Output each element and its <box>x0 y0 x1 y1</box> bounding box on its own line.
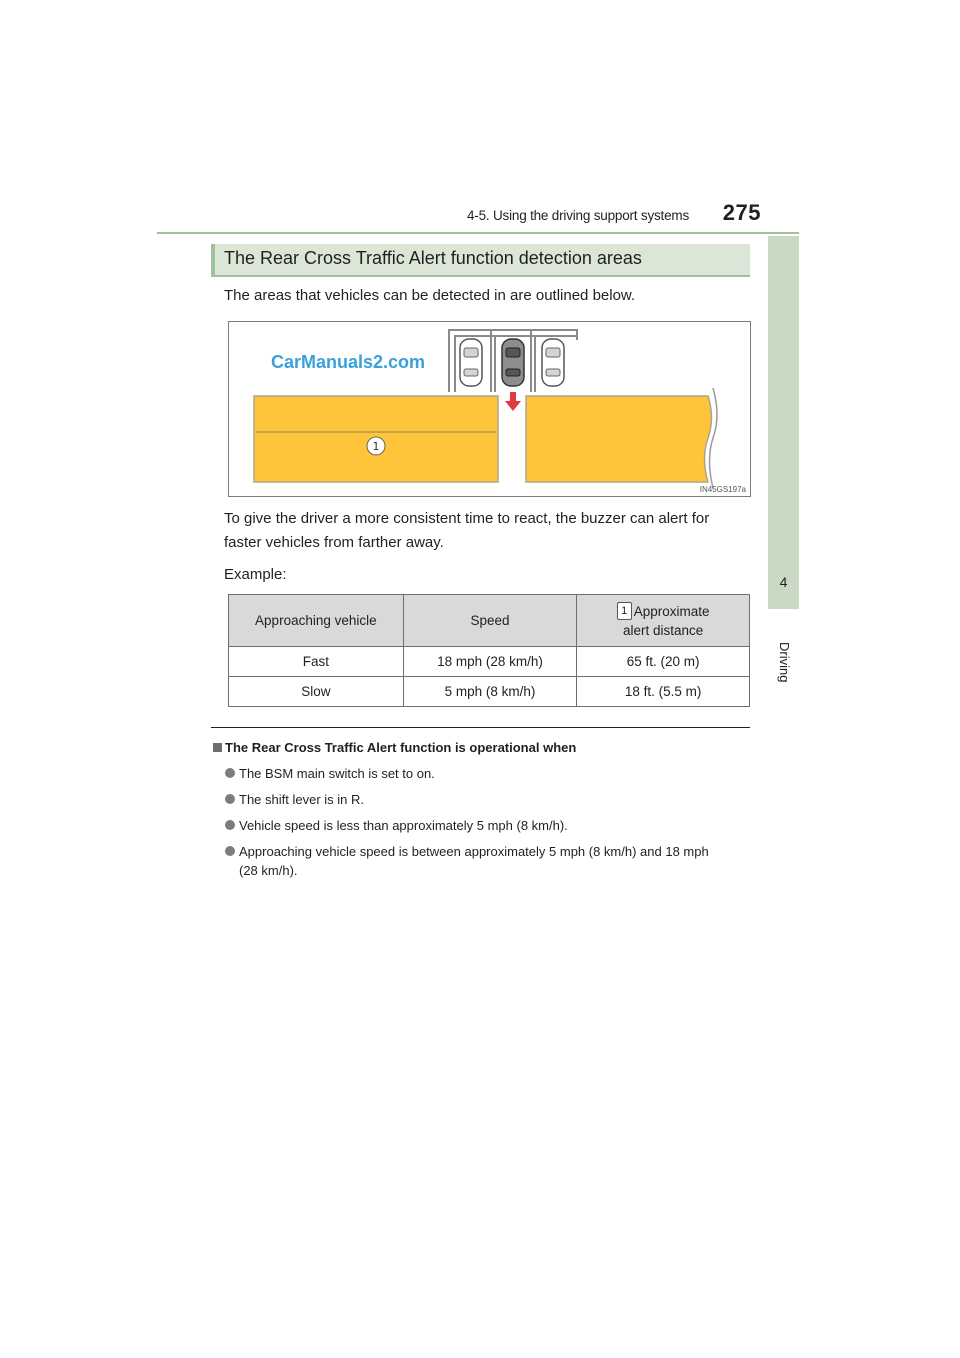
chapter-side-tab <box>768 236 799 609</box>
list-item-text-continued: (28 km/h). <box>239 863 298 878</box>
list-item <box>225 764 755 783</box>
header-distance-line1: Approximate <box>633 603 710 619</box>
parked-car-left <box>460 339 482 386</box>
bullet-icon <box>225 846 235 856</box>
section-title: The Rear Cross Traffic Alert function detection areas <box>224 248 642 268</box>
page-number: 275 <box>722 200 761 225</box>
chapter-label: Driving <box>777 642 792 683</box>
bullet-icon <box>225 820 235 830</box>
header-approaching-vehicle: Approaching vehicle <box>229 595 404 647</box>
reverse-arrow <box>505 392 521 411</box>
paragraph-line-1: To give the driver a more consistent time to react, the buzzer can alert for <box>224 510 710 527</box>
intro-text: The areas that vehicles can be detected in are outlined below. <box>224 287 636 304</box>
detection-area-illustration <box>229 322 750 496</box>
detection-area-figure <box>228 321 751 497</box>
running-header-section: 4-5. Using the driving support systems <box>467 208 689 223</box>
header-distance-line2: alert distance <box>622 622 704 638</box>
example-label: Example: <box>224 566 287 583</box>
list-item <box>225 842 755 880</box>
section-heading <box>211 244 750 277</box>
paragraph-line-2: faster vehicles from farther away. <box>224 534 444 551</box>
section-heading-bar <box>211 244 215 277</box>
table-row <box>229 647 750 677</box>
header-rule <box>157 232 799 234</box>
notes-heading <box>213 740 576 755</box>
parked-car-right <box>542 339 564 386</box>
side-tab-divider <box>768 609 799 610</box>
watermark: CarManuals2.com <box>271 352 426 372</box>
figure-code: IN45GS197a <box>699 485 746 494</box>
list-item-text: The BSM main switch is set to on. <box>239 766 435 781</box>
cell-vehicle: Fast <box>229 647 404 677</box>
cell-distance: 65 ft. (20 m) <box>577 647 750 677</box>
list-item <box>225 790 755 809</box>
list-item-text: The shift lever is in R. <box>239 792 364 807</box>
chapter-label-wrap <box>776 642 792 702</box>
notes-divider <box>211 727 750 728</box>
bullet-icon <box>225 768 235 778</box>
header-speed: Speed <box>403 595 577 647</box>
cell-speed: 18 mph (28 km/h) <box>403 647 577 677</box>
table-row <box>229 677 750 707</box>
header-callout-number: 1 <box>617 602 632 620</box>
chapter-number: 4 <box>779 574 788 590</box>
right-detection-zone <box>526 396 712 482</box>
header-alert-distance <box>577 595 750 647</box>
own-vehicle <box>502 339 524 386</box>
square-bullet-icon <box>213 743 222 752</box>
cell-vehicle: Slow <box>229 677 404 707</box>
table-header-row <box>229 595 750 647</box>
alert-distance-table <box>228 594 750 707</box>
list-item <box>225 816 755 835</box>
list-item-text: Vehicle speed is less than approximately 5 mph (8 km/h). <box>239 818 568 833</box>
cell-distance: 18 ft. (5.5 m) <box>577 677 750 707</box>
list-item-text: Approaching vehicle speed is between approximately 5 mph (8 km/h) and 18 mph <box>239 844 709 859</box>
notes-heading-text: The Rear Cross Traffic Alert function is operational when <box>225 740 577 755</box>
cell-speed: 5 mph (8 km/h) <box>403 677 577 707</box>
callout-number: 1 <box>372 440 380 453</box>
bullet-icon <box>225 794 235 804</box>
